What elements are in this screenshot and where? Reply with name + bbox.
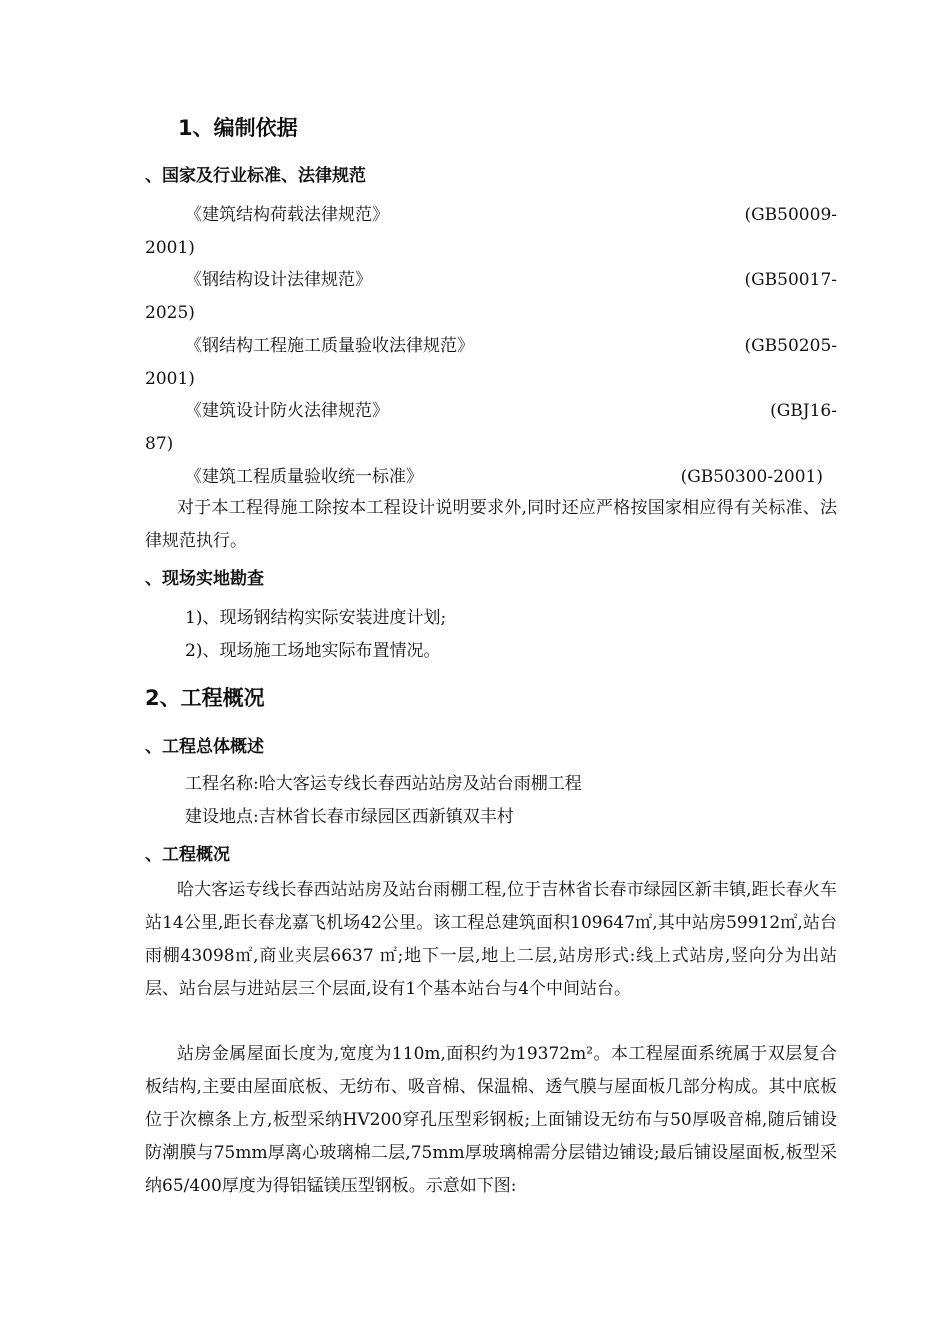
- site-survey-heading: 、现场实地勘查: [145, 569, 264, 589]
- project-details-para-2: 站房金属屋面长度为,宽度为110m,面积约为19372m²。本工程屋面系统属于双层复合板结构,主要由屋面底板、无纺布、吸音棉、保温棉、透气膜与屋面板几部分构成。其中底板位于次檩条上方,板型采纳HV200穿孔压型彩钢板;上面铺设无纺布与50厚吸音棉,随后铺设防潮膜与75mm厚离心玻璃棉二层,75mm厚玻璃棉需分层错边铺设;最后铺设屋面板,板型采纳65/400厚度为得铝锰镁压型钢板。示意如下图:: [145, 1044, 837, 1196]
- ref-name-steel-design: 《钢结构设计法律规范》: [185, 270, 372, 290]
- ref-name-load-code: 《建筑结构荷载法律规范》: [185, 205, 389, 225]
- project-details-para-1: 哈大客运专线长春西站站房及站台雨棚工程,位于吉林省长春市绿园区新丰镇,距长春火车站14公里,距长春龙嘉飞机场42公里。该工程总建筑面积109647㎡,其中站房59912㎡,站台雨棚43098㎡,商业夹层6637 ㎡;地下一层,地上二层,站房形式:线上式站房,竖向分为出站层、站台层与进站层三个层面,设有1个基本站台与4个中间站台。: [145, 880, 837, 999]
- site-survey-item-1: 1)、现场钢结构实际安装进度计划;: [185, 608, 447, 628]
- ref-code-quality-standard: (GB50300-2001): [680, 467, 823, 487]
- ref-code-fire-code: (GBJ16-: [770, 401, 837, 421]
- ref-name-fire-code: 《建筑设计防火法律规范》: [185, 401, 389, 421]
- ref-code-steel-acceptance: (GB50205-: [744, 336, 837, 356]
- standards-note: 对于本工程得施工除按本工程设计说明要求外,同时还应严格按国家相应得有关标准、法律规范执行。: [145, 498, 837, 551]
- ref-name-quality-standard: 《建筑工程质量验收统一标准》: [185, 467, 423, 487]
- ref-code-steel-design: (GB50017-: [744, 270, 837, 290]
- project-location-line: 建设地点:吉林省长春市绿园区西新镇双丰村: [185, 807, 514, 827]
- ref-code-cont-steel-acceptance: 2001): [145, 369, 195, 389]
- ref-code-cont-steel-design: 2025): [145, 303, 195, 323]
- site-survey-item-2: 2)、现场施工场地实际布置情况。: [185, 641, 441, 661]
- ref-code-cont-fire-code: 87): [145, 434, 174, 454]
- ref-code-load-code: (GB50009-: [744, 205, 837, 225]
- ref-code-cont-load-code: 2001): [145, 238, 195, 258]
- standards-heading: 、国家及行业标准、法律规范: [145, 166, 366, 186]
- project-details-heading: 、工程概况: [145, 845, 230, 865]
- section-2-title: 2、工程概况: [145, 686, 265, 710]
- ref-name-steel-acceptance: 《钢结构工程施工质量验收法律规范》: [185, 336, 474, 356]
- project-name-line: 工程名称:哈大客运专线长春西站站房及站台雨棚工程: [185, 774, 582, 794]
- overview-heading: 、工程总体概述: [145, 737, 264, 757]
- section-1-title: 1、编制依据: [178, 116, 298, 140]
